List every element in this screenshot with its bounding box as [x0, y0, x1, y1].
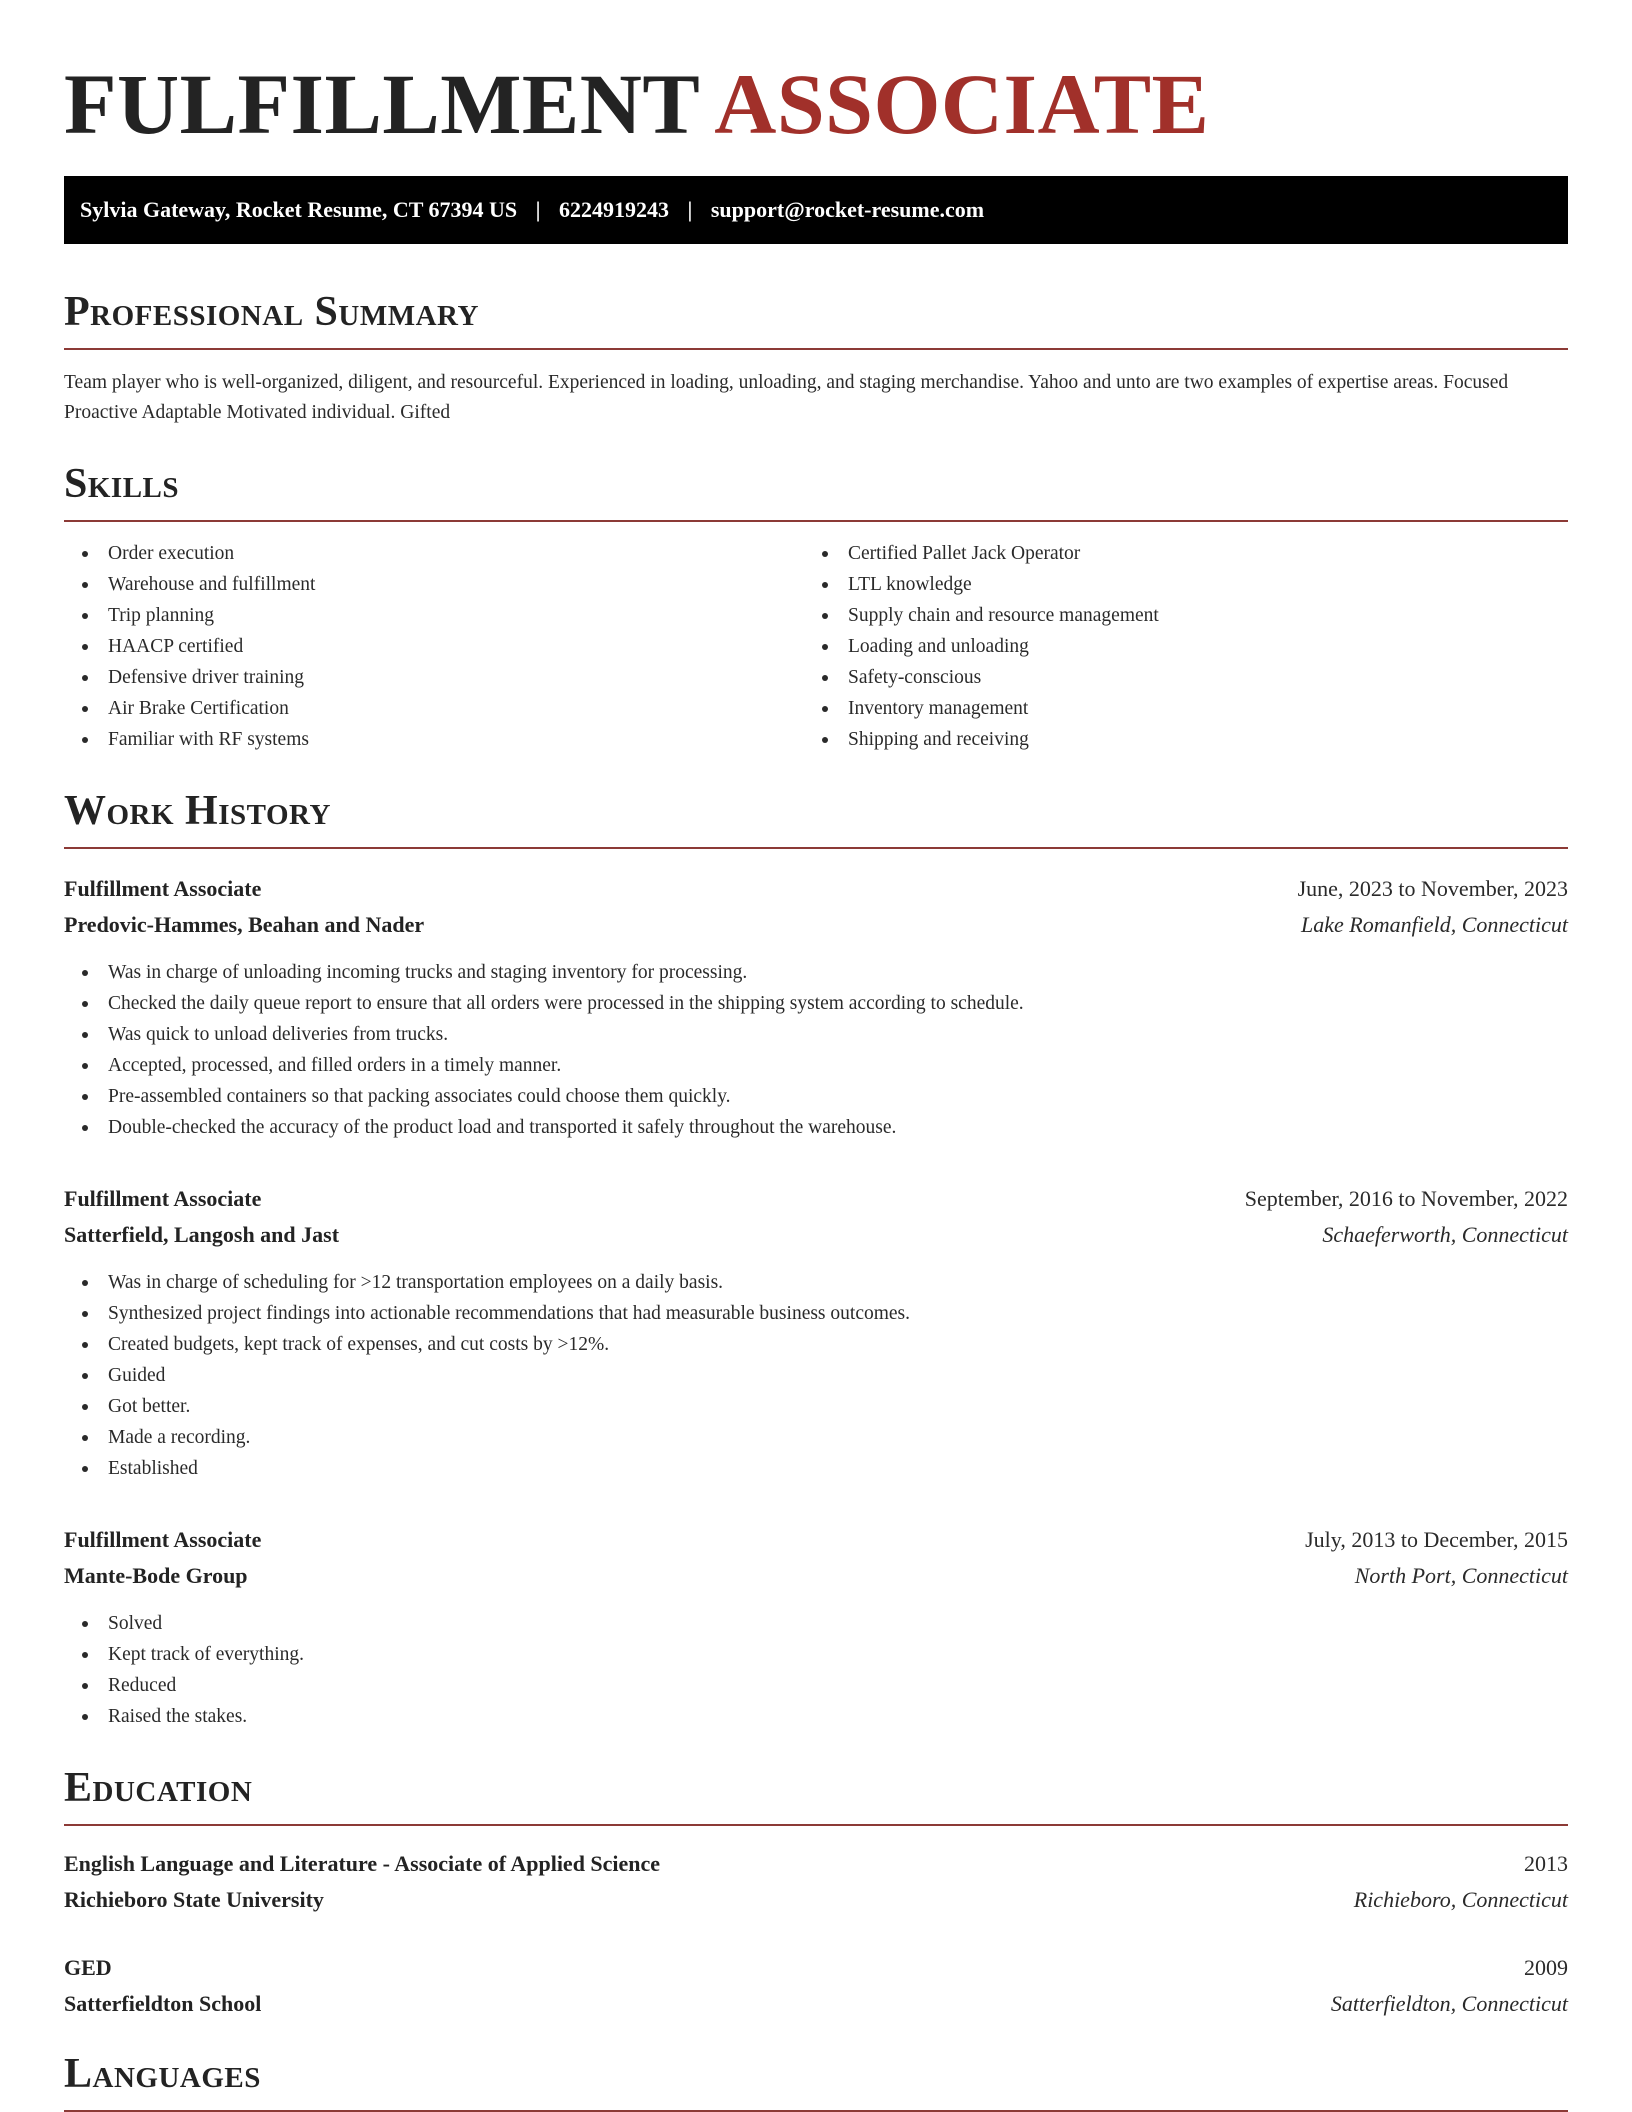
job-company: Mante-Bode Group: [64, 1563, 248, 1588]
job-dates: July, 2013 to December, 2015: [1305, 1527, 1568, 1552]
education-entry: [64, 1846, 1568, 1918]
education-section: [64, 1762, 1568, 2022]
job-title: Fulfillment Associate: [64, 1527, 262, 1552]
job-duty: Got better.: [64, 1391, 1568, 1422]
job-duty: Synthesized project findings into actionable recommendations that had measurable business outcomes.: [64, 1298, 1568, 1329]
skill-item: Warehouse and fulfillment: [64, 569, 804, 600]
job-company: Satterfield, Langosh and Jast: [64, 1222, 340, 1247]
job-duty: Accepted, processed, and filled orders in a timely manner.: [64, 1050, 1568, 1081]
skills-section: [64, 458, 1568, 755]
education-school-row: [64, 1882, 1568, 1918]
education-school: Richieboro State University: [64, 1887, 324, 1912]
job-duty: Made a recording.: [64, 1422, 1568, 1453]
job-duty: Guided: [64, 1360, 1568, 1391]
languages-section: [64, 2048, 1568, 2112]
education-degree: GED: [64, 1955, 112, 1980]
education-degree-row: [64, 1846, 1568, 1882]
summary-text: Team player who is well-organized, diligent, and resourceful. Experienced in loading, unloading, and staging merchandise. Yahoo and unto are two examples of expertise areas. Focused Proactive Adaptable Motivated individual. Gifted: [64, 372, 1509, 423]
skills-column-left: [64, 538, 804, 755]
skill-item: Certified Pallet Jack Operator: [804, 538, 1544, 569]
job-entry: [64, 1522, 1568, 1732]
education-entry: [64, 1950, 1568, 2022]
skill-item: LTL knowledge: [804, 569, 1544, 600]
job-duty: Reduced: [64, 1670, 1568, 1701]
section-divider: [64, 847, 1568, 849]
job-duty: Created budgets, kept track of expenses, and cut costs by >12%.: [64, 1329, 1568, 1360]
skills-column-right: [804, 538, 1544, 755]
job-company-row: [64, 1217, 1568, 1253]
education-year: 2013: [1524, 1851, 1568, 1876]
contact-separator: |: [687, 197, 693, 222]
resume-title: [64, 0, 1568, 154]
contact-address: Sylvia Gateway, Rocket Resume, CT 67394 US: [80, 197, 518, 222]
skills-grid: [64, 538, 1568, 755]
job-duty: Double-checked the accuracy of the product load and transported it safely throughout the warehouse.: [64, 1112, 1568, 1143]
skills-heading: Skills: [64, 461, 180, 507]
education-location: Richieboro, Connecticut: [1353, 1887, 1568, 1912]
contact-phone: 6224919243: [559, 197, 670, 222]
job-duty: Pre-assembled containers so that packing associates could choose them quickly.: [64, 1081, 1568, 1112]
work-history-section: [64, 785, 1568, 1732]
job-duty: Established: [64, 1453, 1568, 1484]
title-second-word: ASSOCIATE: [714, 56, 1210, 152]
education-school-row: [64, 1986, 1568, 2022]
languages-heading: Languages: [64, 2051, 261, 2097]
job-location: Lake Romanfield, Connecticut: [1301, 912, 1568, 937]
contact-email: support@rocket-resume.com: [710, 197, 985, 222]
job-duties: [64, 957, 1568, 1143]
job-duty: Was in charge of scheduling for >12 transportation employees on a daily basis.: [64, 1267, 1568, 1298]
work-history-heading: Work History: [64, 788, 331, 834]
job-company-row: [64, 907, 1568, 943]
skill-item: Safety-conscious: [804, 662, 1544, 693]
education-location: Satterfieldton, Connecticut: [1330, 1991, 1568, 2016]
job-company: Predovic-Hammes, Beahan and Nader: [64, 912, 425, 937]
job-location: North Port, Connecticut: [1354, 1563, 1568, 1588]
job-dates: September, 2016 to November, 2022: [1244, 1186, 1568, 1211]
section-divider: [64, 1824, 1568, 1826]
skill-item: Loading and unloading: [804, 631, 1544, 662]
education-degree: English Language and Literature - Associate of Applied Science: [64, 1851, 661, 1876]
skill-item: HAACP certified: [64, 631, 804, 662]
job-duty: Was in charge of unloading incoming trucks and staging inventory for processing.: [64, 957, 1568, 988]
job-header-row: [64, 871, 1568, 907]
section-divider: [64, 348, 1568, 350]
job-dates: June, 2023 to November, 2023: [1297, 876, 1568, 901]
education-year: 2009: [1524, 1955, 1568, 1980]
job-duties: [64, 1608, 1568, 1732]
job-header-row: [64, 1522, 1568, 1558]
skill-item: Air Brake Certification: [64, 693, 804, 724]
skill-item: Shipping and receiving: [804, 724, 1544, 755]
job-entry: [64, 1181, 1568, 1484]
job-duty: Raised the stakes.: [64, 1701, 1568, 1732]
job-duty: Checked the daily queue report to ensure that all orders were processed in the shipping system according to schedule.: [64, 988, 1568, 1019]
job-duty: Solved: [64, 1608, 1568, 1639]
job-title: Fulfillment Associate: [64, 1186, 262, 1211]
job-location: Schaeferworth, Connecticut: [1322, 1222, 1568, 1247]
skill-item: Order execution: [64, 538, 804, 569]
skill-item: Defensive driver training: [64, 662, 804, 693]
job-duties: [64, 1267, 1568, 1484]
contact-separator: |: [535, 197, 541, 222]
education-degree-row: [64, 1950, 1568, 1986]
job-header-row: [64, 1181, 1568, 1217]
job-title: Fulfillment Associate: [64, 876, 262, 901]
section-divider: [64, 520, 1568, 522]
education-heading: Education: [64, 1765, 253, 1811]
summary-section: [64, 286, 1568, 428]
job-duty: Kept track of everything.: [64, 1639, 1568, 1670]
skill-item: Trip planning: [64, 600, 804, 631]
job-company-row: [64, 1558, 1568, 1594]
skill-item: Supply chain and resource management: [804, 600, 1544, 631]
skill-item: Familiar with RF systems: [64, 724, 804, 755]
education-school: Satterfieldton School: [64, 1991, 262, 2016]
skill-item: Inventory management: [804, 693, 1544, 724]
summary-heading: Professional Summary: [64, 289, 479, 335]
title-first-word: FULFILLMENT: [64, 56, 701, 152]
contact-bar: [64, 176, 1568, 244]
job-duty: Was quick to unload deliveries from trucks.: [64, 1019, 1568, 1050]
job-entry: [64, 871, 1568, 1143]
